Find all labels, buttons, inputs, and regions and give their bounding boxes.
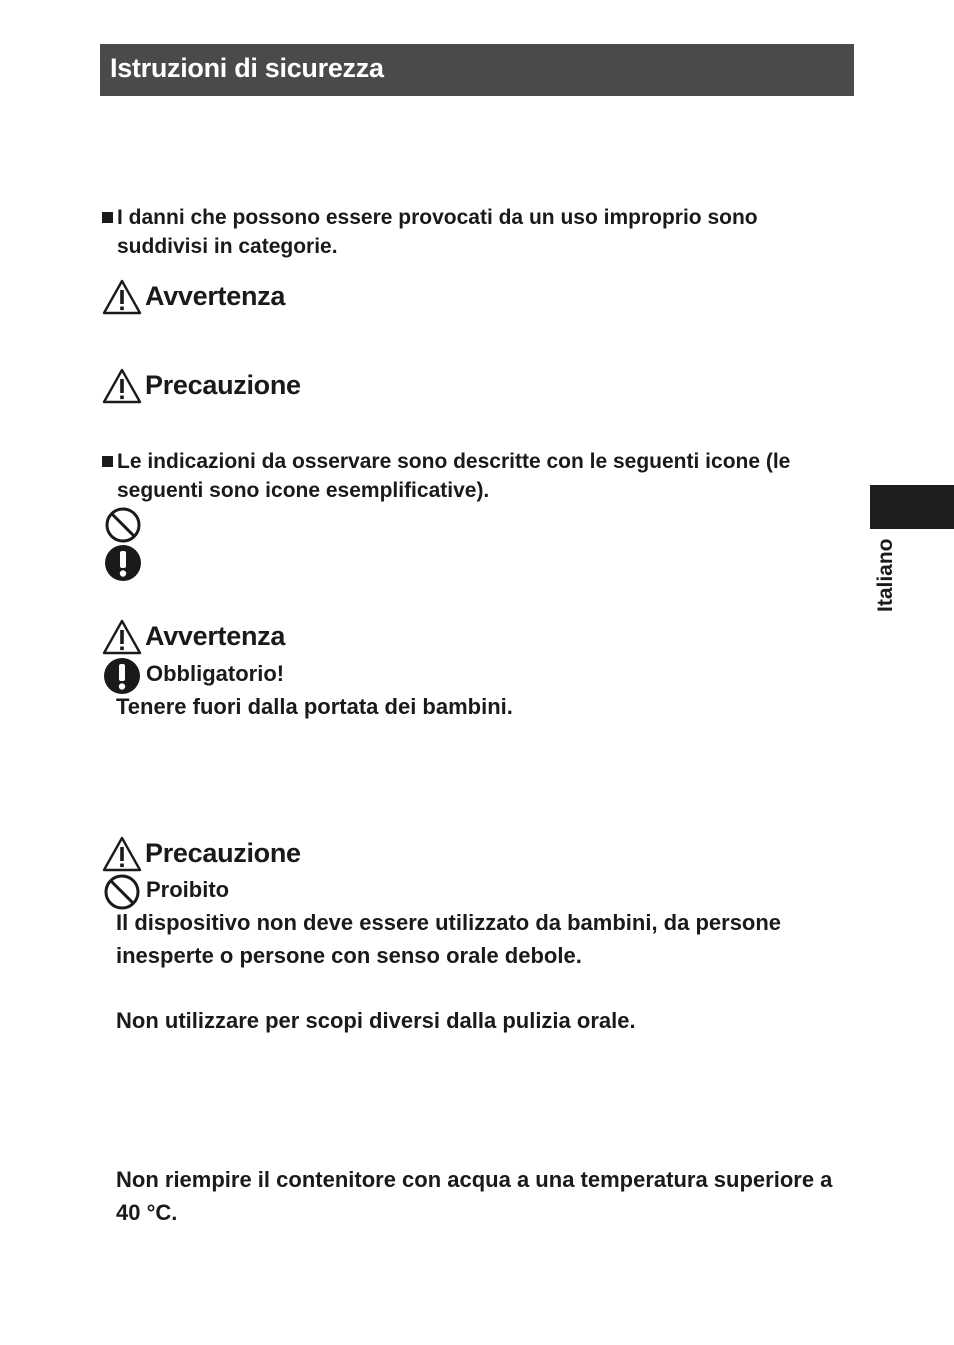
warning-triangle-icon (102, 619, 142, 655)
caution-text-oral-use: Non utilizzare per scopi diversi dalla pulizia orale. (116, 1008, 636, 1033)
mandatory-icon (104, 544, 142, 582)
bullet-square (102, 212, 113, 223)
prohibited-icon (104, 506, 142, 544)
warning-triangle-icon (102, 279, 142, 315)
language-label: Italiano (874, 538, 897, 612)
warning-section-heading: Avvertenza (145, 621, 286, 651)
mandatory-label: Obbligatorio! (146, 661, 285, 686)
warning-triangle-icon (102, 368, 142, 404)
intro-caution-heading: Precauzione (145, 370, 301, 400)
caution-text-temperature: Non riempire il contenitore con acqua a una temperatura superiore a 40 °C. (116, 1167, 833, 1225)
page-title: Istruzioni di sicurezza (110, 53, 384, 83)
caution-section-heading: Precauzione (145, 838, 301, 868)
intro-bullet-text: I danni che possono essere provocati da un uso improprio sono suddivisi in categorie. (117, 206, 758, 258)
intro-warning-heading: Avvertenza (145, 281, 286, 311)
caution-text-children: Il dispositivo non deve essere utilizzato da bambini, da persone inesperte o persone con senso orale debole. (116, 910, 782, 968)
prohibited-label: Proibito (146, 877, 230, 902)
intro-bullet-text: Le indicazioni da osservare sono descritte con le seguenti icone (le seguenti sono icone esemplificative). (117, 450, 791, 502)
warning-triangle-icon (102, 836, 142, 872)
warning-text: Tenere fuori dalla portata dei bambini. (116, 694, 513, 719)
page-header (100, 44, 854, 96)
bullet-square (102, 456, 113, 467)
language-tab-marker (870, 485, 954, 529)
